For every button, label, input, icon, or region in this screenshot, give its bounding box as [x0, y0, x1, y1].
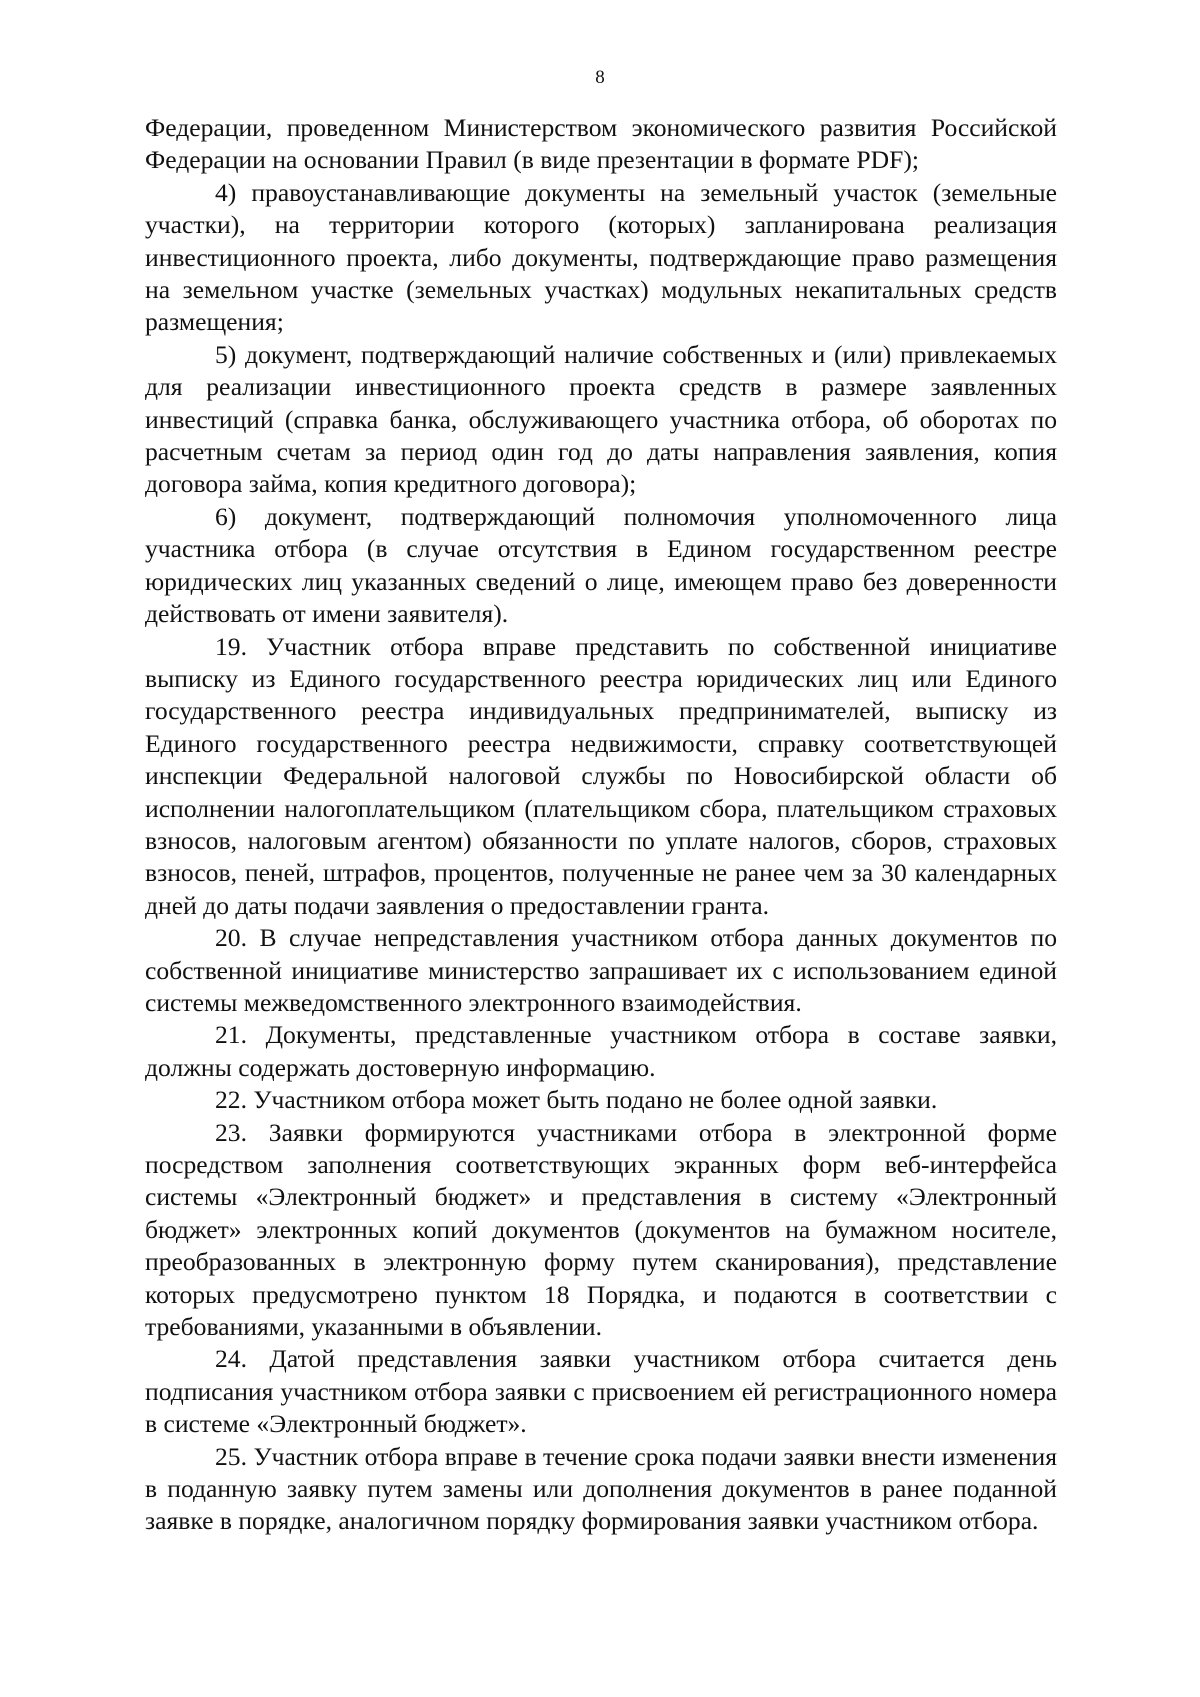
paragraph-clause-25: 25. Участник отбора вправе в течение срока подачи заявки внести изменения в поданную заявку путем замены или дополнения документов в ранее поданной заявке в порядке, аналогичном порядку формирования заявки участником отбора. [145, 1441, 1057, 1536]
paragraph-item-5: 5) документ, подтверждающий наличие собственных и (или) привлекаемых для реализации инвестиционного проекта средств в размере заявленных инвестиций (справка банка, обслуживающего участника отбора, об оборотах по расчетным счетам за период один год до даты направления заявления, копия договора займа, копия кредитного договора); [145, 339, 1057, 499]
paragraph-clause-22: 22. Участником отбора может быть подано не более одной заявки. [215, 1085, 938, 1115]
document-body [145, 112, 1057, 1538]
paragraph-clause-23: 23. Заявки формируются участниками отбора в электронной форме посредством заполнения соответствующих экранных форм веб-интерфейса системы «Электронный бюджет» и представления в систему «Электронный бюджет» электронных копий документов (документов на бумажном носителе, преобразованных в электронную форму путем сканирования), представление которых предусмотрено пунктом 18 Порядка, и подаются в соответствии с требованиями, указанными в объявлении. [145, 1117, 1057, 1342]
paragraph-clause-19: 19. Участник отбора вправе представить по собственной инициативе выписку из Единого государственного реестра юридических лиц или Единого государственного реестра индивидуальных предпринимателей, выписку из Единого государственного реестра недвижимости, справку соответствующей инспекции Федеральной налоговой службы по Новосибирской области об исполнении налогоплательщиком (плательщиком сбора, плательщиком страховых взносов, налоговым агентом) обязанности по уплате налогов, сборов, страховых взносов, пеней, штрафов, процентов, полученные не ранее чем за 30 календарных дней до даты подачи заявления о предоставлении гранта. [145, 631, 1057, 920]
paragraph-clause-21: 21. Документы, представленные участником отбора в составе заявки, должны содержать достоверную информацию. [145, 1020, 1057, 1082]
paragraph-continuation: Федерации, проведенном Министерством экономического развития Российской Федерации на основании Правил (в виде презентации в формате PDF); [145, 113, 1057, 175]
paragraph-clause-24: 24. Датой представления заявки участником отбора считается день подписания участником отбора заявки с присвоением ей регистрационного номера в системе «Электронный бюджет». [145, 1344, 1057, 1439]
paragraph-clause-20: 20. В случае непредставления участником отбора данных документов по собственной инициативе министерство запрашивает их с использованием единой системы межведомственного электронного взаимодействия. [145, 923, 1057, 1017]
paragraph-item-6: 6) документ, подтверждающий полномочия уполномоченного лица участника отбора (в случае отсутствия в Едином государственном реестре юридических лиц указанных сведений о лице, имеющем право без доверенности действовать от имени заявителя). [145, 501, 1057, 629]
page-number: 8 [595, 67, 605, 88]
paragraph-item-4: 4) правоустанавливающие документы на земельный участок (земельные участки), на территории которого (которых) запланирована реализация инвестиционного проекта, либо документы, подтверждающие право размещения на земельном участке (земельных участках) модульных некапитальных средств размещения; [145, 177, 1057, 337]
